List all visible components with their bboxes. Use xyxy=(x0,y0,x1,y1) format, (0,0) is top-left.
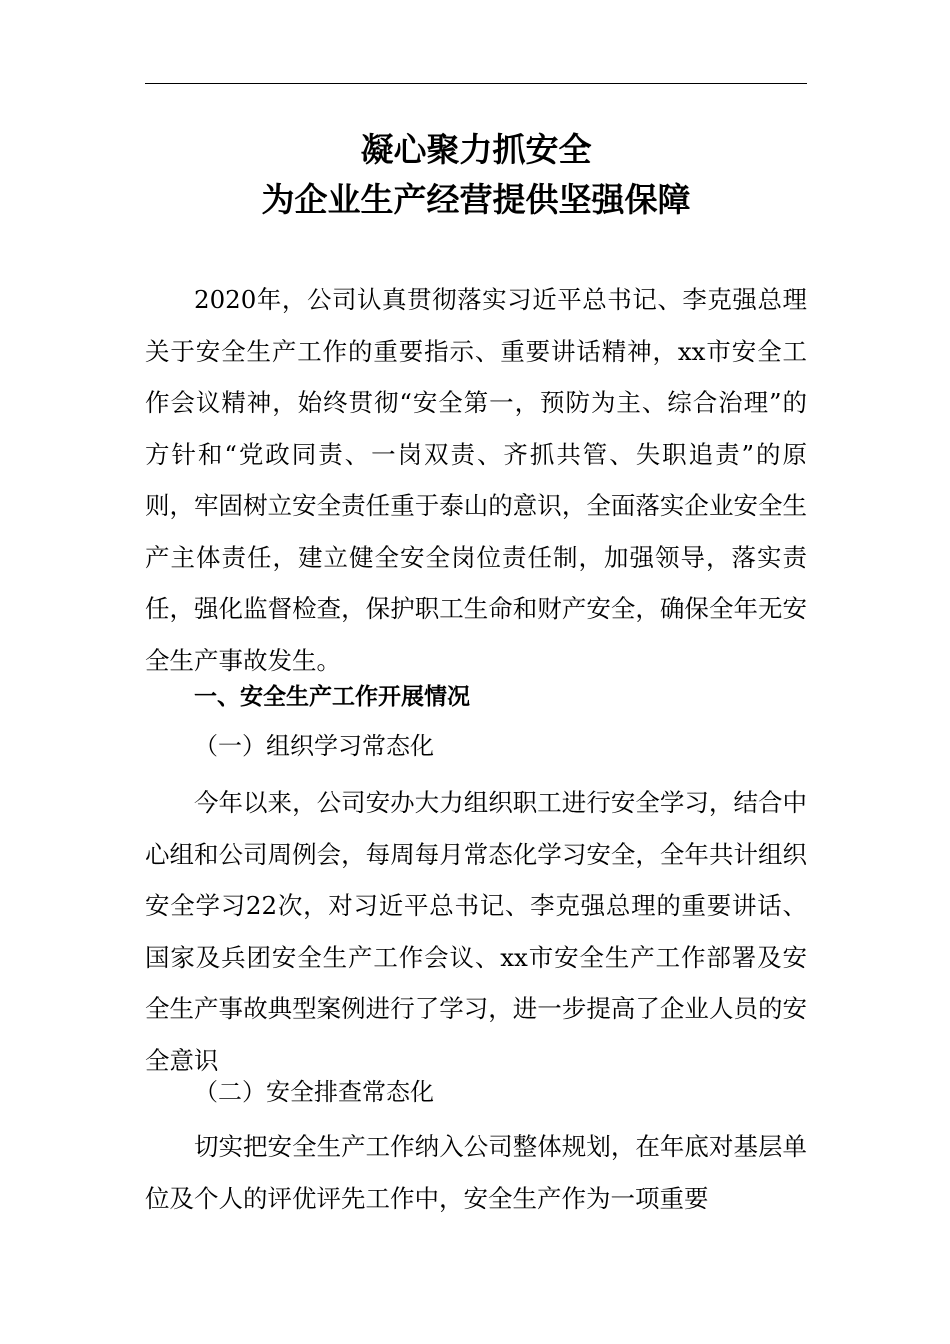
subsection-1-heading: （一）组织学习常态化 xyxy=(194,732,434,760)
section-1-heading: 一、安全生产工作开展情况 xyxy=(194,684,470,710)
intro-paragraph: 2020年，公司认真贯彻落实习近平总书记、李克强总理关于安全生产工作的重要指示、重要讲话精神，xx市安全工作会议精神，始终贯彻“安全第一，预防为主、综合治理”的方针和“党政同责、一岗双责、齐抓共管、失职追责”的原则，牢固树立安全责任重于泰山的意识，全面落实企业安全生产主体责任，建立健全安全岗位责任制，加强领导，落实责任，强化监督检查，保护职工生命和财产安全，确保全年无安全生产事故发生。 xyxy=(145,285,807,675)
header-rule xyxy=(145,83,807,84)
subsection-1-paragraph: 今年以来，公司安办大力组织职工进行安全学习，结合中心组和公司周例会，每周每月常态化学习安全，全年共计组织安全学习22次，对习近平总书记、李克强总理的重要讲话、国家及兵团安全生产工作会议、xx市安全生产工作部署及安全生产事故典型案例进行了学习，进一步提高了企业人员的安全意识 xyxy=(145,788,807,1075)
subsection-2-paragraph: 切实把安全生产工作纳入公司整体规划，在年底对基层单位及个人的评优评先工作中，安全生产作为一项重要 xyxy=(145,1132,807,1213)
subsection-2-heading: （二）安全排查常态化 xyxy=(194,1078,434,1106)
document-title-line-2: 为企业生产经营提供坚强保障 xyxy=(261,180,691,219)
document-title-line-1: 凝心聚力抓安全 xyxy=(360,130,592,169)
